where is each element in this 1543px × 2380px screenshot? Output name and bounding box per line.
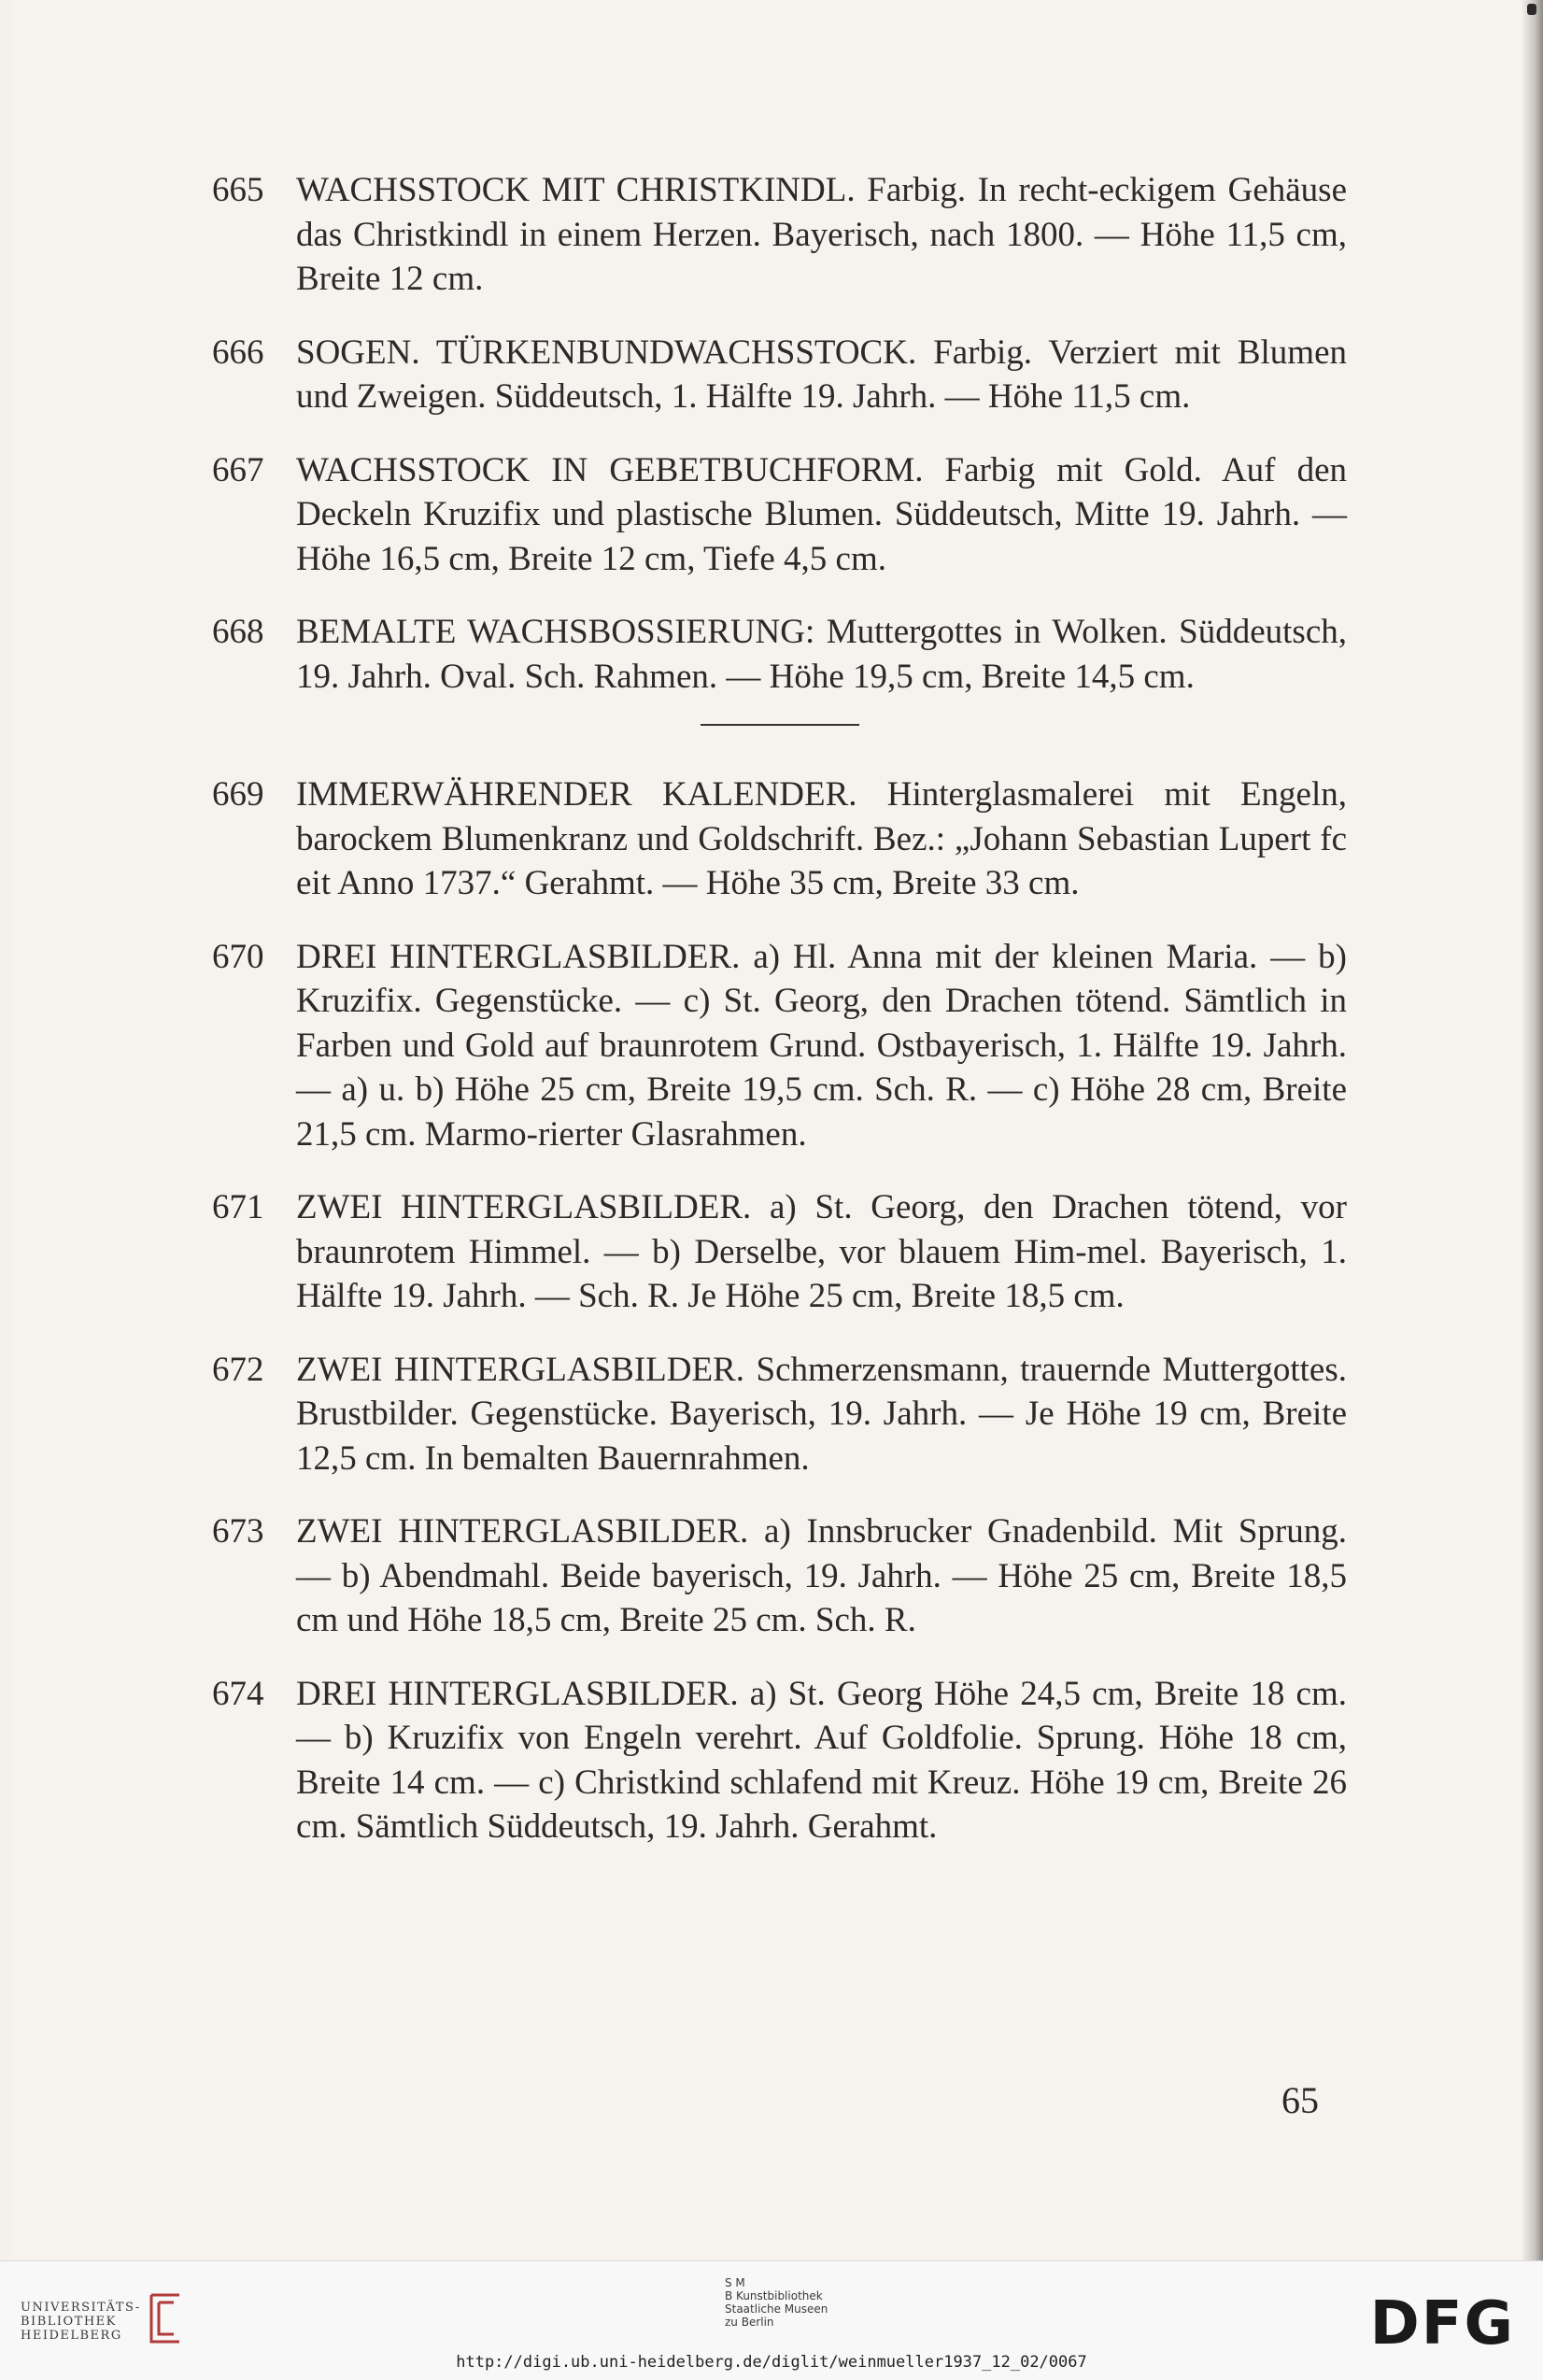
logo-line: B Kunstbibliothek [725, 2289, 823, 2302]
document-page [11, 0, 1526, 2260]
entry-text: IMMERWÄHRENDER KALENDER. Hinterglasmalerei mit Engeln, barockem Blumenkranz und Goldschrift. Bez.: „Johann Sebastian Lupert fc eit Anno 1737.“ Gerahmt. — Höhe 35 cm, Breite 33 cm. [296, 775, 1347, 902]
catalog-entry [212, 331, 1347, 419]
scan-marker [1527, 4, 1536, 15]
entry-text: BEMALTE WACHSBOSSIERUNG: Muttergottes in Wolken. Süddeutsch, 19. Jahrh. Oval. Sch. Rahmen. — Höhe 19,5 cm, Breite 14,5 cm. [296, 613, 1347, 696]
section-divider [701, 724, 859, 726]
entry-number: 667 [212, 450, 264, 489]
entry-text: ZWEI HINTERGLASBILDER. Schmerzensmann, trauernde Muttergottes. Brustbilder. Gegenstücke. Bayerisch, 19. Jahrh. — Je Höhe 19 cm, Breite 12,5 cm. In bemalten Bauernrahmen. [296, 1350, 1347, 1478]
entry-text: DREI HINTERGLASBILDER. a) Hl. Anna mit der kleinen Maria. — b) Kruzifix. Gegenstücke. — c) St. Georg, den Drachen tötend. Sämtlich in Farben und Gold auf braunrotem Grund. Ostbayerisch, 1. Hälfte 19. Jahrh. — a) u. b) Höhe 25 cm, Breite 19,5 cm. Sch. R. — c) Höhe 28 cm, Breite 21,5 cm. Marmo-rierter Glasrahmen. [296, 937, 1347, 1154]
catalog-entry [212, 772, 1347, 906]
entry-number: 666 [212, 333, 264, 372]
page-number: 65 [1281, 2079, 1319, 2121]
entry-text: ZWEI HINTERGLASBILDER. a) Innsbrucker Gnadenbild. Mit Sprung. — b) Abendmahl. Beide bayerisch, 19. Jahrh. — Höhe 25 cm, Breite 18,5 cm und Höhe 18,5 cm, Breite 25 cm. Sch. R. [296, 1512, 1347, 1639]
catalog-entries [212, 168, 1347, 1878]
footer-bar [0, 2260, 1543, 2380]
catalog-entry [212, 448, 1347, 582]
entry-text: ZWEI HINTERGLASBILDER. a) St. Georg, den Drachen tötend, vor braunrotem Himmel. — b) Derselbe, vor blauem Him-mel. Bayerisch, 1. Hälfte 19. Jahrh. — Sch. R. Je Höhe 25 cm, Breite 18,5 cm. [296, 1188, 1347, 1315]
entry-number: 669 [212, 775, 264, 814]
dfg-logo[interactable]: DFG [1369, 2289, 1515, 2359]
logo-line: UNIVERSITÄTS- [21, 2301, 141, 2315]
catalog-entry [212, 1348, 1347, 1481]
catalog-entry [212, 1509, 1347, 1643]
entry-number: 671 [212, 1188, 264, 1226]
entry-number: 668 [212, 613, 264, 651]
logo-line: zu Berlin [725, 2316, 774, 2329]
entry-number: 674 [212, 1674, 264, 1713]
kunstbibliothek-logo[interactable] [725, 2276, 828, 2329]
entry-number: 670 [212, 937, 264, 976]
catalog-entry [212, 168, 1347, 302]
catalog-entry [212, 1185, 1347, 1319]
scan-edge [1522, 0, 1543, 2260]
catalog-entry [212, 610, 1347, 699]
entry-text: SOGEN. TÜRKENBUNDWACHSSTOCK. Farbig. Verziert mit Blumen und Zweigen. Süddeutsch, 1. Hälfte 19. Jahrh. — Höhe 11,5 cm. [296, 333, 1347, 416]
library-mark-icon [142, 2289, 189, 2347]
entry-text: WACHSSTOCK MIT CHRISTKINDL. Farbig. In recht-eckigem Gehäuse das Christkindl in einem Herzen. Bayerisch, nach 1800. — Höhe 11,5 cm, Breite 12 cm. [296, 171, 1347, 298]
entry-number: 673 [212, 1512, 264, 1551]
university-library-logo[interactable] [21, 2301, 141, 2343]
logo-line: S M [725, 2276, 745, 2289]
entry-text: WACHSSTOCK IN GEBETBUCHFORM. Farbig mit Gold. Auf den Deckeln Kruzifix und plastische Blumen. Süddeutsch, Mitte 19. Jahrh. — Höhe 16,5 cm, Breite 12 cm, Tiefe 4,5 cm. [296, 450, 1347, 578]
catalog-entry [212, 935, 1347, 1157]
entry-number: 672 [212, 1350, 264, 1389]
entry-text: DREI HINTERGLASBILDER. a) St. Georg Höhe 24,5 cm, Breite 18 cm. — b) Kruzifix von Engeln verehrt. Auf Goldfolie. Sprung. Höhe 18 cm, Breite 14 cm. — c) Christkind schlafend mit Kreuz. Höhe 19 cm, Breite 26 cm. Sämtlich Süddeutsch, 19. Jahrh. Gerahmt. [296, 1674, 1347, 1846]
permalink-url[interactable]: http://digi.ub.uni-heidelberg.de/diglit/weinmueller1937_12_02/0067 [456, 2353, 1087, 2372]
entry-number: 665 [212, 171, 264, 209]
logo-line: Staatliche Museen [725, 2302, 828, 2316]
catalog-entry [212, 1672, 1347, 1849]
logo-line: HEIDELBERG [21, 2329, 122, 2343]
logo-line: BIBLIOTHEK [21, 2315, 117, 2329]
